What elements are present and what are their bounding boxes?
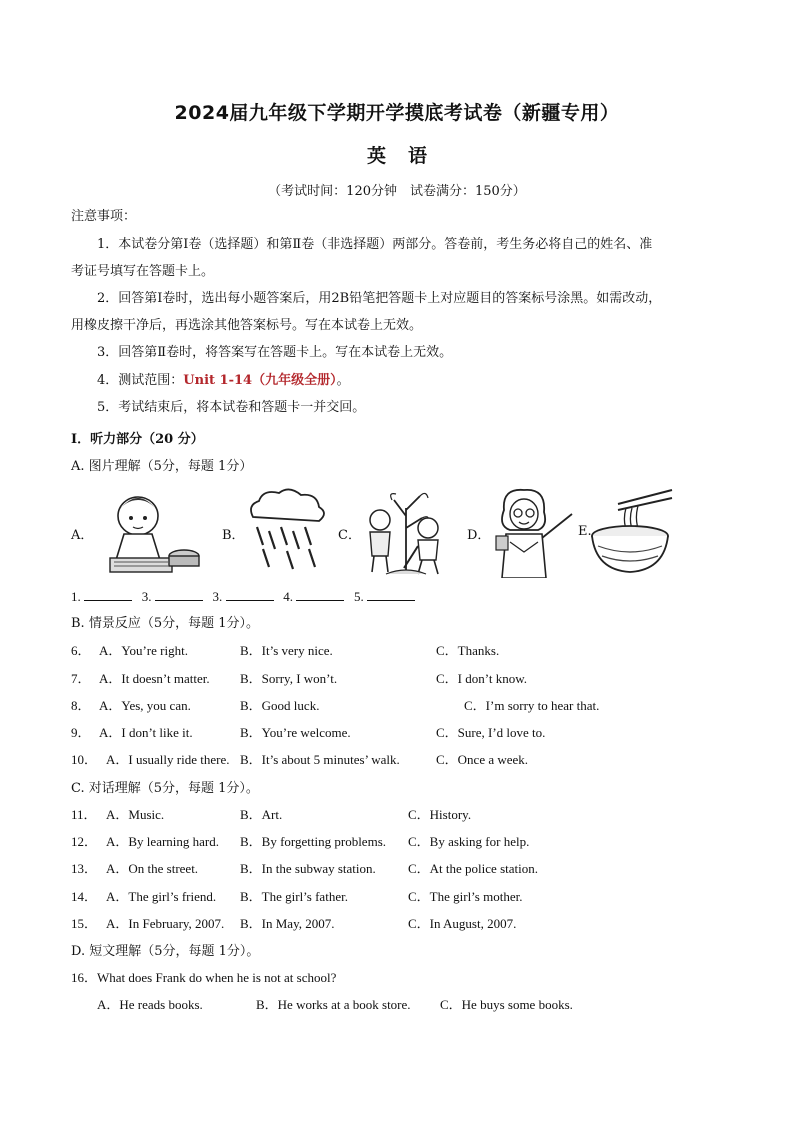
note-1-line-1: 1．本试卷分第Ⅰ卷（选择题）和第Ⅱ卷（非选择题）两部分。答卷前，考生务必将自己的姓名、准	[97, 237, 653, 252]
question-16-option-b[interactable]: B．He works at a book store.	[256, 997, 411, 1012]
note-5: 5．考试结束后，将本试卷和答题卡一并交回。	[97, 400, 366, 415]
question-12-option-a[interactable]: A．By learning hard.	[106, 834, 220, 849]
answer-blank-1[interactable]	[84, 589, 132, 601]
part-a-heading: A. 图片理解（5分，每题 1分）	[71, 459, 253, 474]
section-1-heading: Ⅰ．听力部分（20 分）	[71, 432, 204, 447]
blank-label-3: 3.	[212, 589, 223, 604]
question-13-option-a[interactable]: A．On the street.	[106, 861, 199, 876]
exam-info: （考试时间：120分钟 试卷满分：150分）	[268, 184, 526, 199]
picture-label-d: D．	[467, 528, 491, 543]
exam-title: 2024届九年级下学期开学摸底考试卷（新疆专用）	[174, 102, 620, 124]
question-9-number: 9．	[71, 725, 91, 740]
question-16-option-c[interactable]: C．He buys some books.	[440, 997, 573, 1012]
question-7-option-b[interactable]: B．Sorry, I won’t.	[240, 671, 338, 686]
blank-label-2: 3.	[141, 589, 152, 604]
answer-blank-3[interactable]	[226, 589, 274, 601]
question-15-option-b[interactable]: B．In May, 2007.	[240, 916, 335, 931]
picture-label-c: C．	[338, 528, 361, 543]
question-8-number: 8．	[71, 698, 91, 713]
noodle-bowl-picture	[588, 486, 674, 576]
note-4-suffix: 。	[336, 373, 350, 388]
question-14-number: 14．	[71, 889, 98, 904]
note-2-line-2: 用橡皮擦干净后，再选涂其他答案标号。写在本试卷上无效。	[71, 318, 423, 333]
picture-label-e: E.	[578, 524, 592, 539]
teacher-picture	[488, 486, 578, 578]
answer-blank-2[interactable]	[155, 589, 203, 601]
question-6-option-b[interactable]: B．It’s very nice.	[240, 643, 333, 658]
question-12-number: 12．	[71, 834, 98, 849]
question-13-option-b[interactable]: B．In the subway station.	[240, 861, 376, 876]
question-16-text: 16．What does Frank do when he is not at school?	[71, 970, 337, 985]
question-9-option-a[interactable]: A．I don’t like it.	[99, 725, 193, 740]
note-4-range: Unit 1-14（九年级全册）	[183, 373, 337, 388]
question-10-option-a[interactable]: A．I usually ride there.	[106, 752, 230, 767]
note-3: 3．回答第Ⅱ卷时，将答案写在答题卡上。写在本试卷上无效。	[97, 345, 453, 360]
question-15-option-c[interactable]: C．In August, 2007.	[408, 916, 517, 931]
question-9-option-b[interactable]: B．You’re welcome.	[240, 725, 351, 740]
question-12-option-c[interactable]: C．By asking for help.	[408, 834, 530, 849]
note-1-line-2: 考证号填写在答题卡上。	[71, 264, 215, 279]
girl-cooking-picture	[94, 486, 204, 578]
question-10-option-b[interactable]: B．It’s about 5 minutes’ walk.	[240, 752, 400, 767]
question-7-number: 7．	[71, 671, 91, 686]
picture-label-b: B．	[222, 528, 245, 543]
question-9-option-c[interactable]: C．Sure, I’d love to.	[436, 725, 546, 740]
question-13-option-c[interactable]: C．At the police station.	[408, 861, 538, 876]
answer-blank-5[interactable]	[367, 589, 415, 601]
question-10-number: 10．	[71, 752, 98, 767]
question-6-option-c[interactable]: C．Thanks.	[436, 643, 500, 658]
question-8-option-b[interactable]: B．Good luck.	[240, 698, 320, 713]
blank-label-5: 5.	[354, 589, 364, 604]
answer-blank-4[interactable]	[296, 589, 344, 601]
note-4-prefix: 4．测试范围：	[97, 373, 184, 388]
question-7-option-a[interactable]: A．It doesn’t matter.	[99, 671, 210, 686]
note-2-line-1: 2．回答第Ⅰ卷时，选出每小题答案后，用2B铅笔把答题卡上对应题目的答案标号涂黑。如需改动，	[97, 291, 662, 306]
note-4	[97, 367, 350, 394]
blank-label-1: 1.	[71, 589, 81, 604]
part-c-heading: C. 对话理解（5分，每题 1分）。	[71, 781, 259, 796]
question-11-option-b[interactable]: B．Art.	[240, 807, 283, 822]
question-11-option-a[interactable]: A．Music.	[106, 807, 165, 822]
question-7-option-c[interactable]: C．I don’t know.	[436, 671, 528, 686]
part-b-heading: B. 情景反应（5分，每题 1分）。	[71, 616, 259, 631]
question-14-option-a[interactable]: A．The girl’s friend.	[106, 889, 217, 904]
rain-cloud-picture	[243, 487, 329, 577]
question-12-option-b[interactable]: B．By forgetting problems.	[240, 834, 387, 849]
question-14-option-c[interactable]: C．The girl’s mother.	[408, 889, 523, 904]
question-6-number: 6．	[71, 643, 91, 658]
blank-label-4: 4.	[283, 589, 293, 604]
question-11-option-c[interactable]: C．History.	[408, 807, 472, 822]
answer-blanks-row	[71, 589, 415, 605]
question-8-option-c[interactable]: C．I’m sorry to hear that.	[464, 698, 600, 713]
subject-title: 英语	[366, 145, 449, 167]
question-11-number: 11．	[71, 807, 97, 822]
picture-label-a: A．	[71, 528, 94, 543]
question-14-option-b[interactable]: B．The girl’s father.	[240, 889, 348, 904]
part-d-heading: D. 短文理解（5分，每题 1分）。	[71, 944, 260, 959]
question-6-option-a[interactable]: A．You’re right.	[99, 643, 188, 658]
question-8-option-a[interactable]: A．Yes, you can.	[99, 698, 191, 713]
question-15-number: 15．	[71, 916, 98, 931]
question-13-number: 13．	[71, 861, 98, 876]
question-15-option-a[interactable]: A．In February, 2007.	[106, 916, 225, 931]
question-10-option-c[interactable]: C．Once a week.	[436, 752, 529, 767]
notes-heading: 注意事项：	[71, 209, 137, 224]
question-16-option-a[interactable]: A．He reads books.	[97, 997, 203, 1012]
kids-planting-tree-picture	[356, 488, 452, 578]
